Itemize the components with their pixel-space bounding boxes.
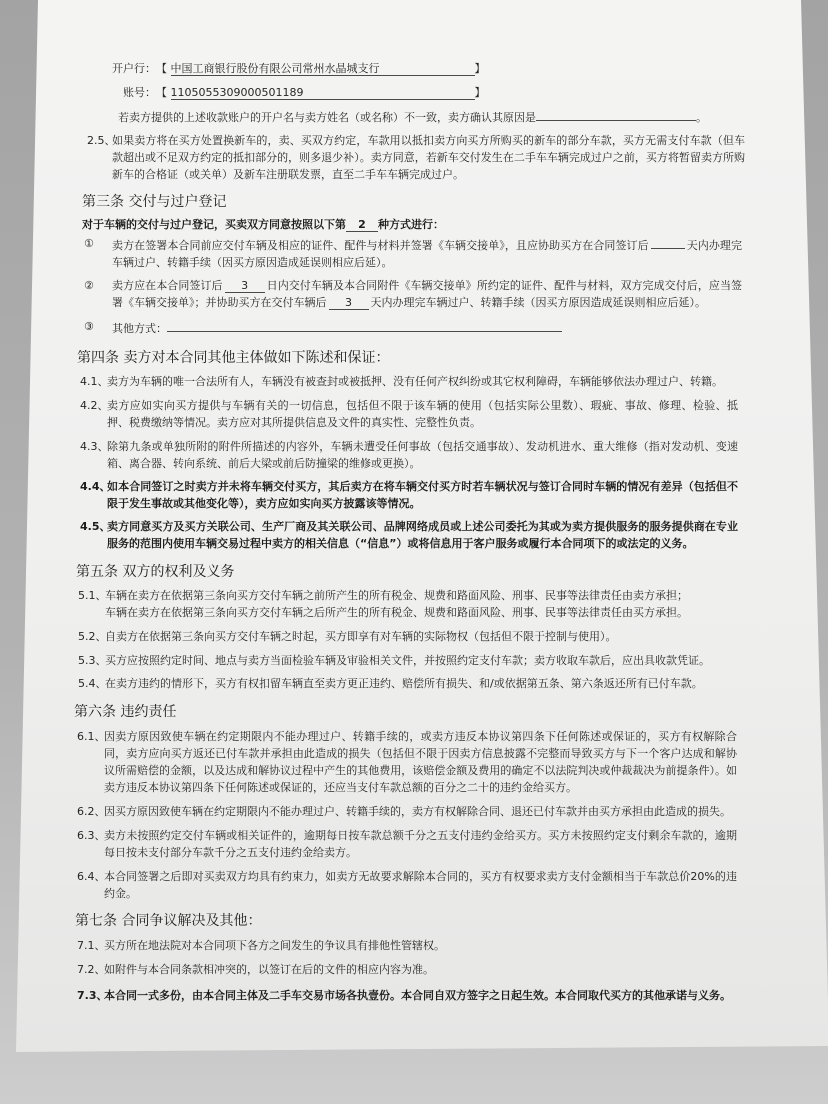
option-2-days-b: 3 [329, 296, 369, 310]
clause-text: 如本合同签订之时卖方并未将车辆交付买方，其后卖方在将车辆交付买方时若车辆状况与签订合同时车辆的情况有差异（包括但不限于发生事故或其他变化等），卖方应如实向买方披露该等情况。 [107, 480, 738, 510]
clause-number: 5.3、 [78, 654, 107, 667]
section-5-heading: 第五条 双方的权利及义务 [76, 564, 235, 580]
option-text [112, 277, 742, 311]
clause-6-3 [77, 827, 737, 861]
clause-text: 如附件与本合同条款相冲突的，以签订在后的文件的相应内容为准。 [104, 963, 434, 976]
clause-7-1 [77, 937, 737, 954]
section-6-heading: 第六条 违约责任 [74, 704, 177, 720]
clause-5-3 [78, 652, 728, 669]
account-number-label: 账号： [123, 86, 156, 99]
clause-5-4 [78, 675, 728, 692]
account-number-row [108, 84, 828, 101]
section-3-heading: 第三条 交付与过户登记 [82, 194, 227, 210]
bank-value: 中国工商银行股份有限公司常州水晶城支行 [171, 62, 475, 76]
intro-text-after: 种方式进行： [378, 218, 444, 231]
clause-text: 卖方应如实向买方提供与车辆有关的一切信息，包括但不限于该车辆的使用（包括实际公里数）、瑕疵、事故、修理、检验、抵押、税费缴纳等情况。卖方应对其所提供信息及文件的真实性、完整性负责。 [107, 399, 738, 429]
account-number-value: 1105055309000501189 [171, 86, 475, 100]
clause-number: 6.1、 [77, 730, 106, 743]
clause-text: 因卖方原因致使车辆在约定期限内不能办理过户、转籍手续的，或卖方违反本协议第四条下任何陈述或保证的，买方有权解除合同，卖方应向买方返还已付车款并承担由此造成的损失（包括但不限于因卖方信息披露不完整而导致买方与下一个客户达成和解协议所需赔偿的金额，以及达成和解协议过程中产生的其他费用，该赔偿金额及费用的确定不以法院判决或仲裁裁决为前提条件）。如卖方违反本协议第四条下任何陈述或保证的，还应当支付车款总额的百分之二十的违约金给买方。 [104, 730, 737, 794]
account-mismatch-row [118, 107, 828, 126]
clause-6-4 [77, 868, 737, 902]
clause-4-4 [80, 478, 738, 512]
option-1-days-blank [651, 235, 685, 249]
account-mismatch-text: 若卖方提供的上述收款账户的开户名与卖方姓名（或名称）不一致，卖方确认其原因是 [118, 111, 536, 124]
clause-number: 4.1、 [80, 375, 109, 388]
clause-number: 2.5、 [87, 134, 116, 147]
account-bracket-close: 】 [474, 86, 486, 99]
clause-number: 7.3、 [77, 989, 108, 1002]
clause-text: 买方所在地法院对本合同项下各方之间发生的争议具有排他性管辖权。 [104, 939, 445, 952]
clause-text: 本合同一式多份，由本合同主体及二手车交易市场各执壹份。本合同自双方签字之日起生效。本合同取代买方的其他承诺与义务。 [104, 989, 731, 1002]
clause-number: 5.2、 [78, 630, 107, 643]
clause-number: 6.2、 [77, 805, 106, 818]
clause-text: 自卖方在依据第三条向买方交付车辆之时起，买方即享有对车辆的实际物权（包括但不限于控制与使用）。 [105, 630, 617, 643]
option-marker: ① [84, 237, 94, 250]
clause-4-1 [80, 373, 738, 390]
option-3-blank [167, 318, 562, 332]
option-2-text-c: 天内办理完车辆过户、转籍手续（因买方原因造成延误则相应后延）。 [370, 296, 706, 309]
option-2-text-a: 卖方应在本合同签订后 [112, 279, 223, 292]
method-number: 2 [346, 218, 378, 232]
option-3-label: 其他方式： [112, 322, 167, 335]
clause-number: 7.1、 [77, 939, 106, 952]
option-1-text-after: 天内办理完车辆过户、转籍手续（因买方原因造成延误则相应后延）。 [112, 239, 742, 269]
option-1-text-before: 卖方在签署本合同前应交付车辆及相应的证件、配件与材料并签署《车辆交接单》，且应协助买方在合同签订后 [112, 239, 649, 252]
clause-text: 如果卖方将在买方处置换新车的，卖、买双方约定，车款用以抵扣卖方向买方所购买的新车的部分车款，买方无需支付车款（但车款超出或不足双方约定的抵扣部分的，则多退少补）。卖方同意，若新车交付发生在二手车车辆完成过户之前，买方将暂留卖方所购新车的合格证（或关单）及新车注册联发票，直至二手车车辆完成过户。 [112, 134, 745, 181]
clause-7-2 [77, 961, 737, 978]
bank-label: 开户行： [112, 62, 156, 75]
clause-4-2 [80, 397, 738, 431]
option-text [112, 235, 742, 271]
clause-number: 4.2、 [80, 399, 109, 412]
section-3-intro [82, 216, 828, 233]
bank-row [108, 60, 828, 77]
clause-5-2 [78, 628, 728, 645]
clause-7-3 [77, 987, 737, 1004]
clause-text: 卖方为车辆的唯一合法所有人，车辆没有被查封或被抵押、没有任何产权纠纷或其它权利障碍，车辆能够依法办理过户、转籍。 [107, 375, 723, 388]
clause-4-5 [80, 518, 738, 552]
clause-number: 5.1、 [78, 589, 107, 602]
clause-number: 4.4、 [80, 480, 111, 493]
clause-text: 在卖方违约的情形下，买方有权扣留车辆直至卖方更正违约、赔偿所有损失、和/或依据第五条、第六条返还所有已付车款。 [105, 677, 703, 690]
account-mismatch-end: 。 [696, 111, 707, 124]
option-text [112, 318, 742, 337]
clause-number: 7.2、 [77, 963, 106, 976]
option-marker: ③ [84, 320, 94, 333]
clause-number: 6.3、 [77, 829, 106, 842]
delivery-option-2 [84, 277, 742, 311]
clause-number: 4.5、 [80, 520, 111, 533]
delivery-option-3 [84, 318, 742, 337]
mismatch-reason-blank [536, 107, 696, 121]
clause-text: 卖方同意买方及买方关联公司、生产厂商及其关联公司、品牌网络成员或上述公司委托为其或为卖方提供服务的服务提供商在专业服务的范围内使用车辆交易过程中卖方的相关信息（“信息”）或将信息用于客户服务或履行本合同项下的或法定的义务。 [107, 520, 738, 550]
bank-bracket-close: 】 [474, 62, 486, 75]
clause-text: 买方应按照约定时间、地点与卖方当面检验车辆及审验相关文件，并按照约定支付车款；卖方收取车款后，应出具收款凭证。 [105, 654, 710, 667]
clause-number: 6.4、 [77, 870, 106, 883]
clause-number: 5.4、 [78, 677, 107, 690]
section-4-heading: 第四条 卖方对本合同其他主体做如下陈述和保证： [77, 350, 390, 366]
option-2-text-b: 日内交付车辆及本合同附件《车辆交接单》所约定的证件、配件与材料，双方完成交付后，应当签署《车辆交接单》；并协助买方在交付车辆后 [112, 279, 743, 309]
clause-text [105, 587, 728, 621]
clause-number: 4.3、 [80, 440, 109, 453]
option-marker: ② [84, 279, 94, 292]
clause-6-2 [77, 803, 737, 820]
clause-2-5 [87, 132, 745, 183]
clause-5-1 [78, 587, 728, 621]
clause-text: 本合同签署之后即对买卖双方均具有约束力，如卖方无故要求解除本合同的，买方有权要求卖方支付金额相当于车款总价20%的违约金。 [104, 870, 737, 900]
clause-5-1-line-1: 车辆在卖方在依据第三条向买方交付车辆之前所产生的所有税金、规费和路面风险、刑事、民事等法律责任由卖方承担； [105, 589, 688, 602]
intro-text-before: 对于车辆的交付与过户登记，买卖双方同意按照以下第 [82, 218, 346, 231]
account-bracket-open: 【 [156, 86, 167, 99]
clause-4-3 [80, 438, 738, 472]
option-2-days-a: 3 [225, 279, 265, 293]
clause-text: 卖方未按照约定交付车辆或相关证件的，逾期每日按车款总额千分之五支付违约金给买方。买方未按照约定支付剩余车款的，逾期每日按未支付部分车款千分之五支付违约金给卖方。 [104, 829, 737, 859]
bank-bracket-open: 【 [156, 62, 167, 75]
section-7-heading: 第七条 合同争议解决及其他： [75, 913, 262, 929]
delivery-option-1 [84, 235, 742, 271]
clause-5-1-line-2: 车辆在卖方在依据第三条向买方交付车辆之后所产生的所有税金、规费和路面风险、刑事、民事等法律责任由买方承担。 [105, 606, 688, 619]
clause-text: 因买方原因致使车辆在约定期限内不能办理过户、转籍手续的，卖方有权解除合同、退还已付车款并由买方承担由此造成的损失。 [104, 805, 731, 818]
clause-6-1 [77, 728, 737, 796]
clause-text: 除第九条或单独所附的附件所描述的内容外，车辆未遭受任何事故（包括交通事故）、发动机进水、重大维修（指对发动机、变速箱、离合器、转向系统、前后大梁或前后防撞梁的维修或更换）。 [107, 440, 738, 470]
